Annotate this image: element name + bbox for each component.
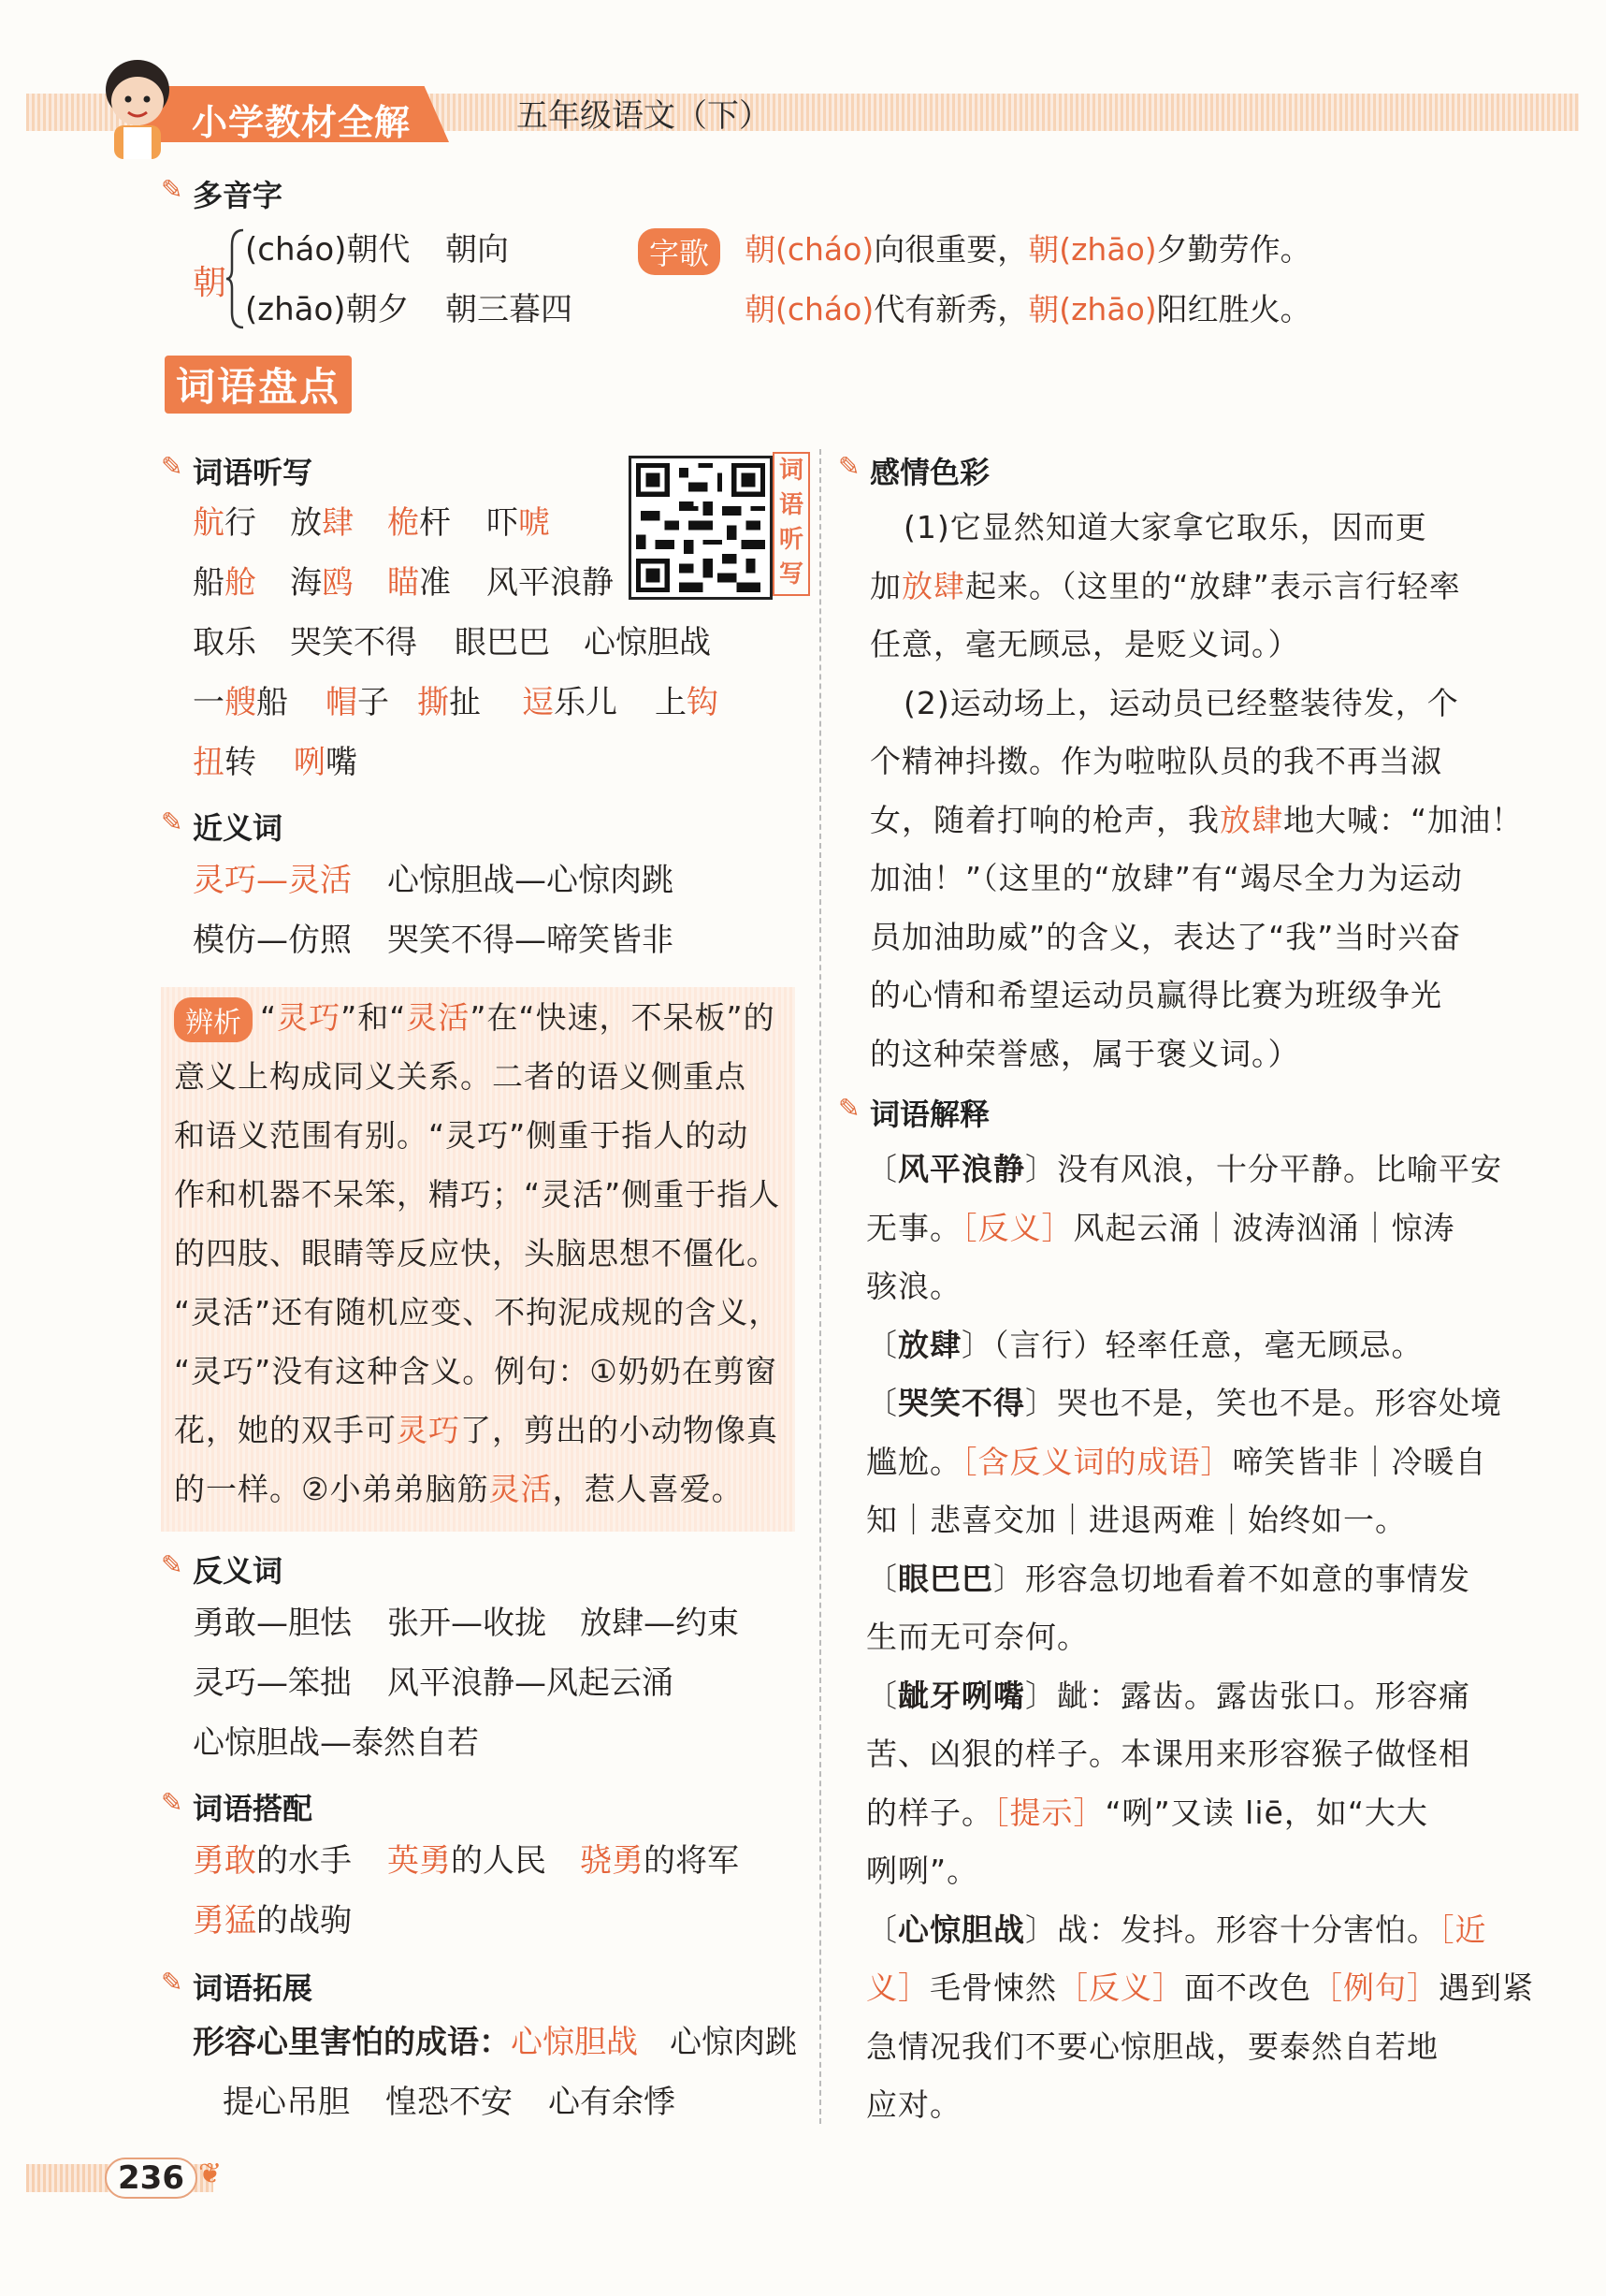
duoyin-char: 朝 — [193, 264, 227, 302]
text-line: 加油！”（这里的“放肆”有“竭尽全力为运动 — [870, 860, 1463, 896]
tingxie-word: 放肆 — [290, 504, 354, 542]
text-line: 的样子。［提示］“咧”又读 liē，如“大大 — [866, 1794, 1428, 1831]
text-line: 〔眼巴巴〕形容急切地看着不如意的事情发 — [866, 1560, 1470, 1597]
text-line: 〔风平浪静〕没有风浪，十分平静。比喻平安 — [866, 1151, 1502, 1187]
tingxie-word: 逗乐儿 — [522, 684, 617, 721]
text-line: (1)它显然知道大家拿它取乐，因而更 — [904, 509, 1427, 545]
ganqing-heading: 感情色彩 — [870, 455, 991, 490]
text-line: 的四肢、眼睛等反应快，头脑思想不僵化。 — [174, 1235, 778, 1272]
tingxie-word: 扭转 — [193, 744, 256, 781]
column-divider — [819, 449, 821, 2124]
text-line: 生而无可奈何。 — [866, 1619, 1089, 1655]
duoyin-word: 朝向 — [445, 231, 509, 269]
tingxie-word: 心惊胆战 — [584, 624, 711, 661]
jieshi-heading: 词语解释 — [870, 1097, 991, 1132]
tingxie-word: 上钩 — [655, 684, 718, 721]
pen-icon: ✎ — [161, 1967, 183, 1998]
text-line: 〔放肆〕（言行）轻率任意，毫无顾忌。 — [866, 1326, 1424, 1363]
song-line-2: 朝(cháo)代有新秀，朝(zhāo)阳红胜火。 — [745, 291, 1311, 327]
dapei-phrase: 勇敢的水手 — [193, 1842, 352, 1880]
fanyi-heading: 反义词 — [193, 1553, 283, 1589]
text-line: 加放肆起来。（这里的“放肆”表示言行轻率 — [870, 567, 1461, 604]
dapei-phrase: 英勇的人民 — [387, 1842, 546, 1880]
pen-icon: ✎ — [838, 451, 861, 482]
text-line: 员加油助威”的含义，表达了“我”当时兴奋 — [870, 918, 1462, 955]
text-line: 和语义范围有别。“灵巧”侧重于指人的动 — [174, 1117, 749, 1154]
jinyi-pair: 哭笑不得—啼笑皆非 — [387, 922, 673, 959]
text-line: “灵活”还有随机应变、不拘泥成规的含义， — [174, 1294, 781, 1330]
duoyin-heading: 多音字 — [193, 178, 283, 213]
song-chip: 字歌 — [638, 228, 720, 275]
brace-icon — [224, 226, 247, 331]
tuozhan-heading: 词语拓展 — [193, 1970, 313, 2006]
text-line: 任意，毫无顾忌，是贬义词。） — [870, 626, 1300, 662]
song-line-1: 朝(cháo)向很重要，朝(zhāo)夕勤劳作。 — [745, 231, 1311, 268]
text-line: 的一样。②小弟弟脑筋灵活，惹人喜爱。 — [174, 1471, 744, 1507]
duoyin-word: 朝夕 — [345, 291, 410, 328]
fanyi-pair: 风平浪静—风起云涌 — [387, 1664, 673, 1702]
fanyi-pair: 张开—收拢 — [387, 1605, 546, 1642]
dapei-phrase: 勇猛的战驹 — [193, 1902, 352, 1940]
tingxie-word: 帽子 — [326, 684, 389, 721]
tingxie-word: 海鸥 — [290, 564, 354, 602]
jinyi-pair: 灵巧—灵活 — [193, 862, 352, 899]
fanyi-pair: 放肆—约束 — [580, 1605, 739, 1642]
tingxie-word: 船舱 — [193, 564, 256, 602]
dapei-heading: 词语搭配 — [193, 1791, 313, 1826]
page-number: 236 — [105, 2158, 197, 2199]
text-line: 作和机器不呆笨，精巧；“灵活”侧重于指人 — [174, 1176, 781, 1213]
pen-icon: ✎ — [161, 451, 183, 482]
text-line: 〔心惊胆战〕战：发抖。形容十分害怕。［近 — [866, 1911, 1487, 1948]
tingxie-word: 取乐 — [193, 624, 256, 661]
duoyin-word: 朝代 — [346, 231, 411, 269]
book-title: 小学教材全解 — [192, 102, 412, 143]
pen-icon: ✎ — [161, 1787, 183, 1818]
qr-label: 词 语 听 写 — [773, 452, 810, 596]
duoyin-word: 朝三暮四 — [445, 291, 572, 328]
leaf-icon: ❦ — [198, 2158, 223, 2190]
text-line: 女，随着打响的枪声，我放肆地大喊：“加油！ — [870, 801, 1524, 838]
text-line: “灵巧”和“灵活”在“快速，不呆板”的 — [260, 999, 775, 1036]
grade-subject: 五年级语文（下） — [516, 97, 771, 135]
text-line: 知｜悲喜交加｜进退两难｜始终如一。 — [866, 1502, 1407, 1538]
text-line: 急情况我们不要心惊胆战，要泰然自若地 — [866, 2027, 1439, 2065]
text-line: 无事。［反义］风起云涌｜波涛汹涌｜惊涛 — [866, 1209, 1455, 1246]
tingxie-word: 一艘船 — [193, 684, 288, 721]
duoyin-pinyin-2: (zhāo) — [245, 291, 346, 328]
text-line: 〔龇牙咧嘴〕龇：露齿。露齿张口。形容痛 — [866, 1677, 1470, 1714]
tingxie-word: 吓唬 — [486, 504, 550, 542]
text-line: 苦、凶狠的样子。本课用来形容猴子做怪相 — [866, 1736, 1470, 1772]
text-line: 咧咧”。 — [866, 1853, 979, 1889]
fanyi-pair: 灵巧—笨拙 — [193, 1664, 352, 1702]
text-line: 的心情和希望运动员赢得比赛为班级争光 — [870, 977, 1442, 1013]
tingxie-word: 瞄准 — [387, 564, 451, 602]
fanyi-pair: 心惊胆战—泰然自若 — [193, 1724, 479, 1762]
duoyin-pinyin-1: (cháo) — [245, 231, 347, 269]
tingxie-word: 咧嘴 — [294, 744, 357, 781]
pen-icon: ✎ — [161, 807, 183, 837]
fanyi-pair: 勇敢—胆怯 — [193, 1605, 352, 1642]
tuozhan-word: 惶恐不安 — [385, 2084, 513, 2121]
text-line: 〔哭笑不得〕哭也不是，笑也不是。形容处境 — [866, 1385, 1502, 1421]
text-line: 的这种荣誉感，属于褒义词。） — [870, 1035, 1300, 1072]
pen-icon: ✎ — [838, 1093, 861, 1124]
text-line: 尴尬。［含反义词的成语］啼笑皆非｜冷暖自 — [866, 1443, 1487, 1480]
tingxie-word: 风平浪静 — [486, 564, 614, 602]
tuozhan-word: 提心吊胆 — [223, 2084, 350, 2121]
analysis-chip: 辨析 — [174, 997, 253, 1042]
tingxie-word: 桅杆 — [387, 504, 451, 542]
text-line: 花，她的双手可灵巧了，剪出的小动物像真 — [174, 1412, 778, 1448]
tuozhan-word: 心有余悸 — [548, 2084, 675, 2121]
pen-icon: ✎ — [161, 174, 183, 205]
tingxie-word: 航行 — [193, 504, 256, 542]
tingxie-word: 撕扯 — [417, 684, 481, 721]
tuozhan-word: 心惊肉跳 — [670, 2024, 797, 2061]
text-line: 应对。 — [866, 2086, 962, 2123]
section-title: 词语盘点 — [165, 356, 352, 414]
text-line: 义］毛骨悚然［反义］面不改色［例句］遇到紧 — [866, 1969, 1534, 2006]
jinyi-pair: 心惊胆战—心惊肉跳 — [387, 862, 673, 899]
text-line: 个精神抖擞。作为啦啦队员的我不再当淑 — [870, 743, 1442, 779]
pen-icon: ✎ — [161, 1549, 183, 1580]
tuozhan-line: 形容心里害怕的成语：心惊胆战 — [193, 2024, 638, 2061]
text-line: (2)运动场上，运动员已经整装待发，个 — [904, 684, 1459, 721]
qr-code-icon — [629, 456, 773, 600]
text-line: “灵巧”没有这种含义。例句：①奶奶在剪窗 — [174, 1353, 777, 1389]
tingxie-word: 眼巴巴 — [455, 624, 550, 661]
jinyi-pair: 模仿—仿照 — [193, 922, 352, 959]
dapei-phrase: 骁勇的将军 — [580, 1842, 739, 1880]
mascot-icon — [86, 52, 189, 165]
tingxie-word: 哭笑不得 — [290, 624, 417, 661]
text-line: 意义上构成同义关系。二者的语义侧重点 — [174, 1058, 746, 1095]
text-line: 骇浪。 — [866, 1268, 962, 1304]
jinyi-heading: 近义词 — [193, 810, 283, 846]
tingxie-heading: 词语听写 — [193, 455, 313, 490]
